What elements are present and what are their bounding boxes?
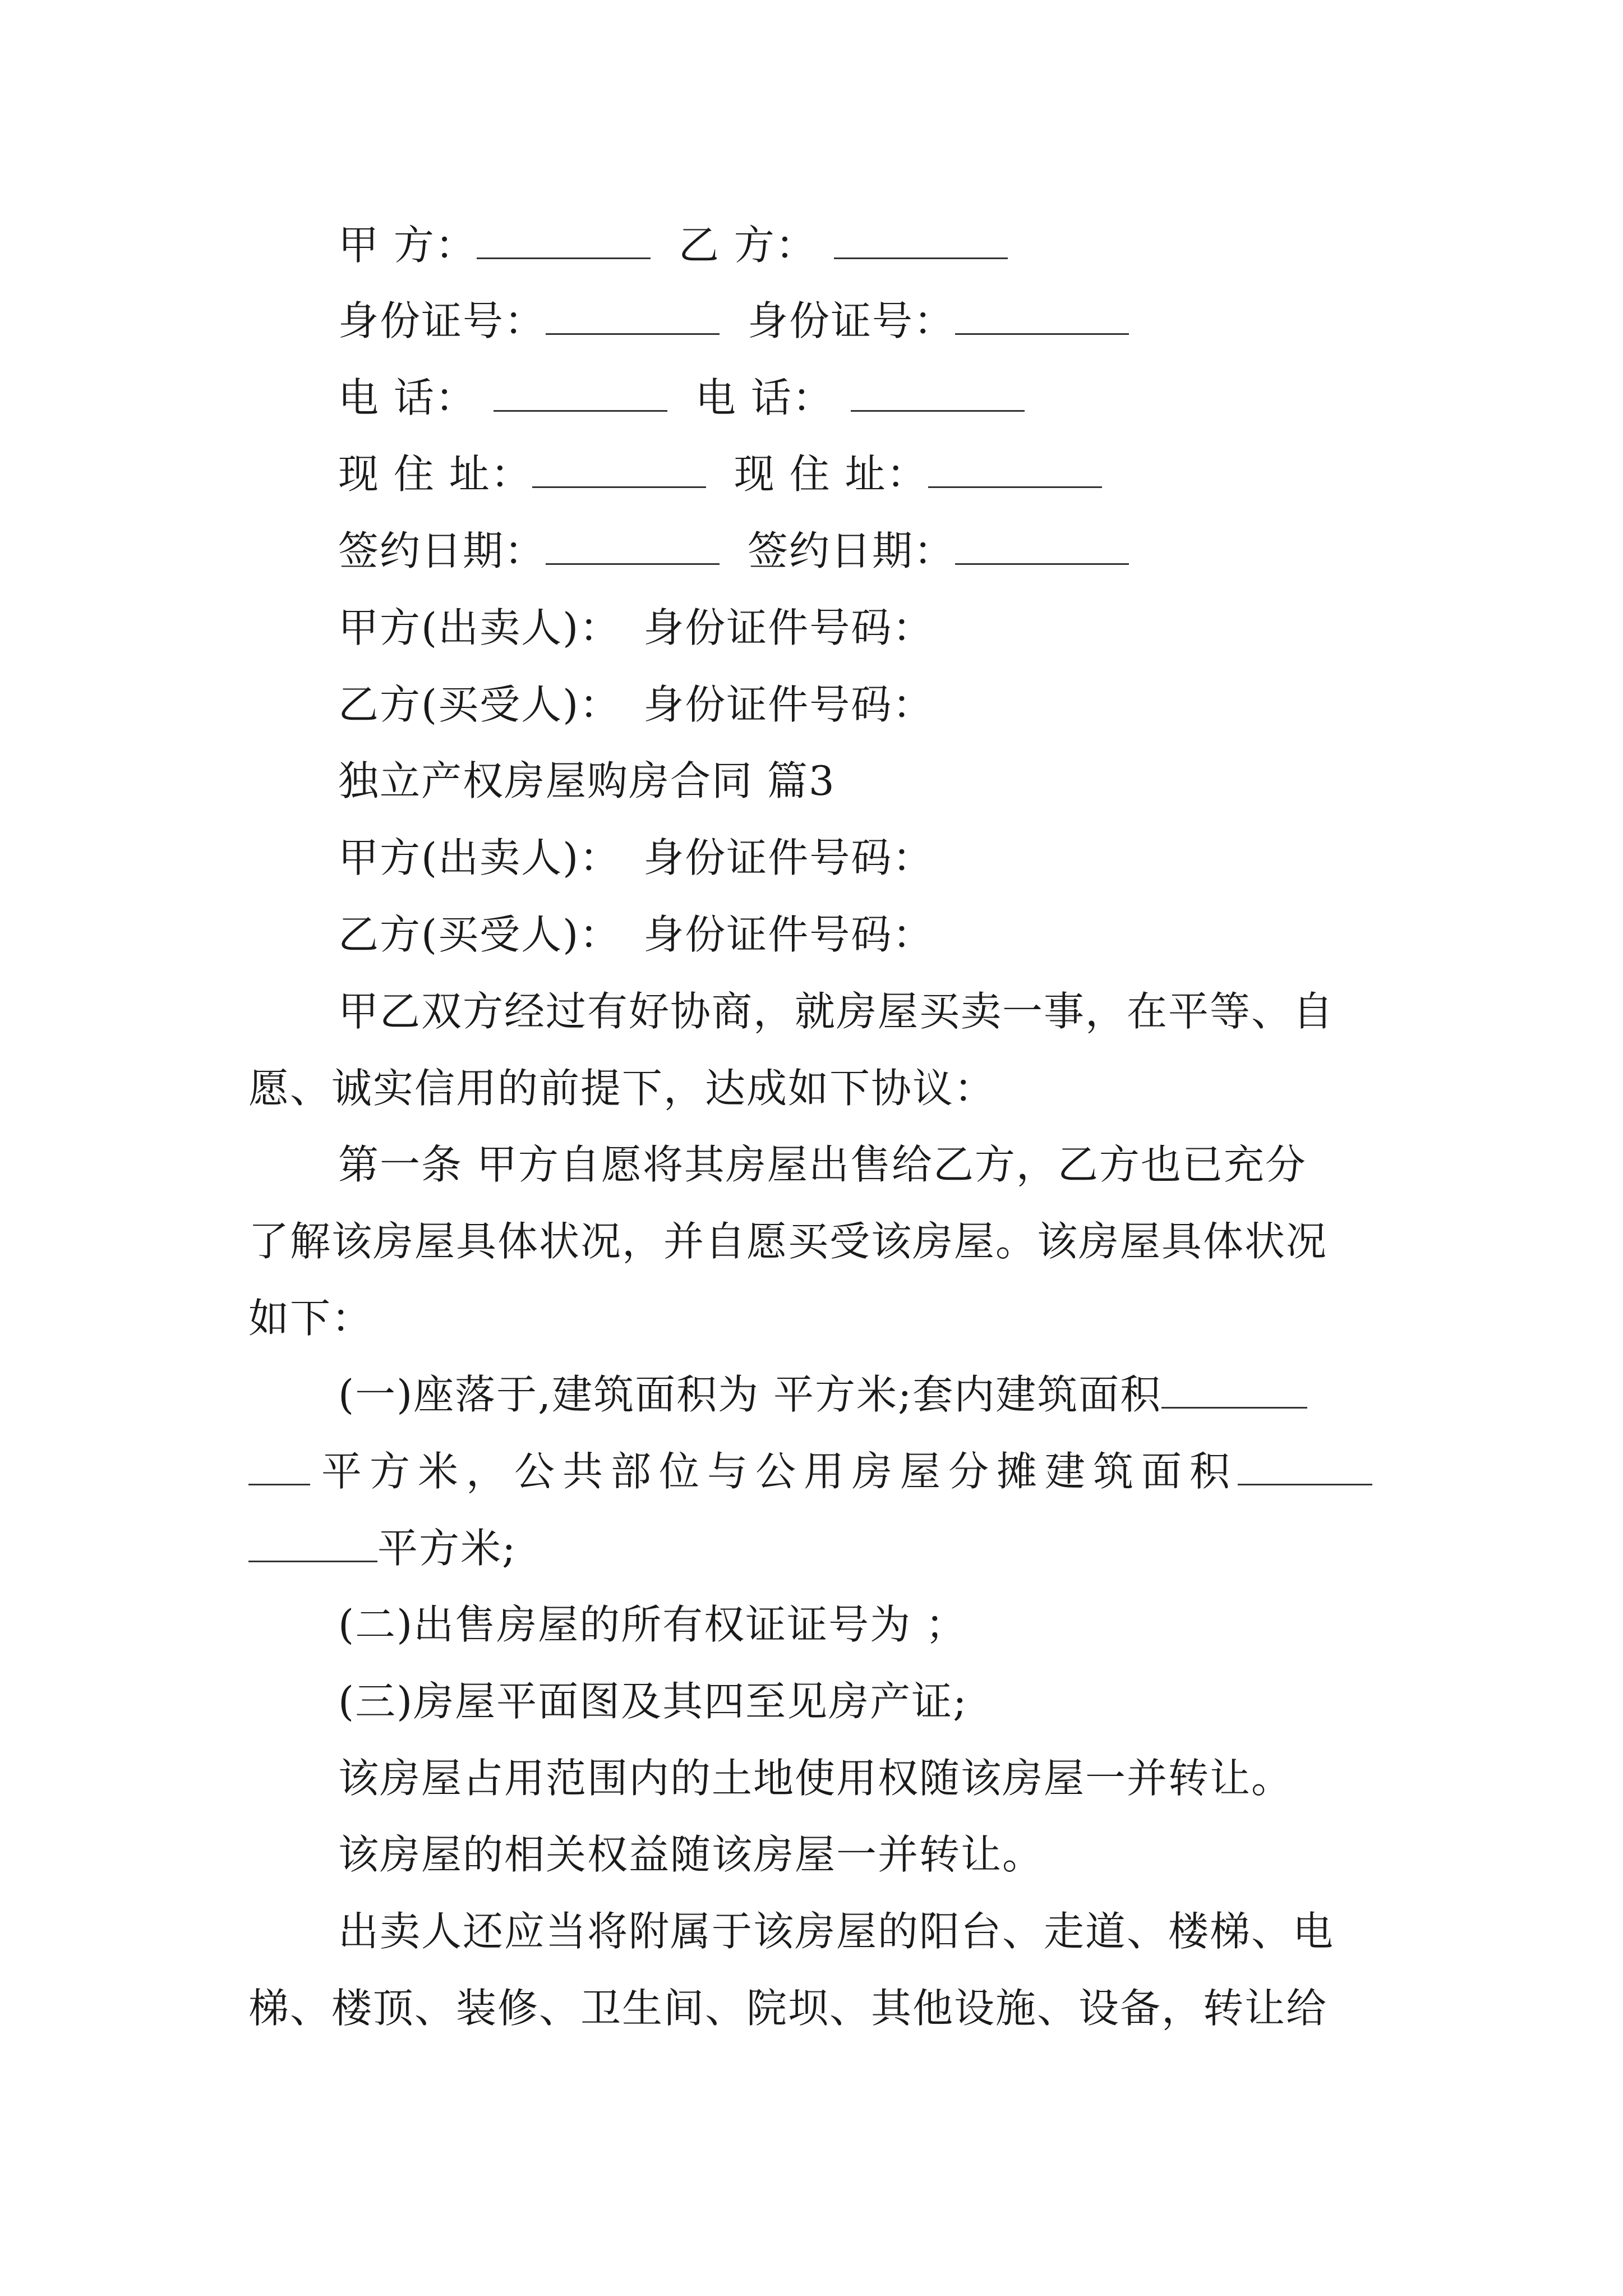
article1-line-1: 第一条 甲方自愿将其房屋出售给乙方，乙方也已充分 — [338, 1141, 1307, 1188]
id-b-blank — [955, 300, 1129, 335]
id-b-label: 身份证号： — [748, 297, 956, 344]
article1-line-2: 了解该房屋具体状况，并自愿买受该房屋。该房屋具体状况 — [248, 1218, 1328, 1265]
attachments-line-2: 梯、楼顶、装修、卫生间、院坝、其他设施、设备，转让给 — [248, 1985, 1328, 2032]
item1-line-1 — [338, 1369, 1307, 1420]
buyer-id-label-1: 身份证件号码： — [643, 681, 934, 728]
buyer-row-1 — [338, 679, 934, 730]
date-b-blank — [955, 530, 1129, 565]
address-b-label: 现 住 址： — [734, 450, 928, 498]
party-b-label: 乙 方： — [678, 222, 817, 269]
id-a-label: 身份证号： — [338, 297, 546, 344]
id-a-blank — [546, 300, 720, 335]
phone-b-label: 电 话： — [695, 374, 834, 421]
phone-b-blank — [851, 376, 1025, 412]
buyer-row-2 — [338, 909, 934, 960]
party-a-blank — [477, 224, 651, 259]
address-row — [338, 449, 1102, 499]
party-row — [338, 220, 1008, 270]
party-b-blank — [834, 224, 1008, 259]
related-rights-line: 该房屋的相关权益随该房屋一并转让。 — [338, 1831, 1044, 1878]
item1-blank-3 — [1238, 1450, 1372, 1485]
intro-line-1: 甲乙双方经过有好协商，就房屋买卖一事，在平等、自 — [338, 988, 1335, 1035]
seller-id-label-1: 身份证件号码： — [643, 604, 934, 651]
item1-line-3 — [248, 1523, 517, 1573]
buyer-id-label-2: 身份证件号码： — [643, 911, 934, 958]
party-a-label: 甲 方： — [338, 222, 477, 269]
item1-blank-1 — [1161, 1373, 1307, 1409]
date-row — [338, 526, 1129, 576]
attachments-line-1: 出卖人还应当将附属于该房屋的阳台、走道、楼梯、电 — [338, 1908, 1335, 1955]
address-b-blank — [928, 453, 1102, 488]
phone-a-blank — [494, 376, 667, 412]
item1-text-3: 平方米; — [377, 1525, 517, 1572]
item2-line: (二)出售房屋的所有权证证号为 ； — [338, 1601, 967, 1648]
item1-text-2: 平方米，公共部位与公用房屋分摊建筑面积 — [321, 1448, 1238, 1495]
seller-row-1 — [338, 602, 934, 653]
intro-line-2: 愿、诚实信用的前提下，达成如下协议： — [248, 1065, 996, 1112]
item1-blank-4 — [248, 1527, 377, 1562]
date-b-label: 签约日期： — [748, 527, 956, 574]
section-title: 独立产权房屋购房合同 篇3 — [338, 757, 836, 804]
date-a-label: 签约日期： — [338, 527, 546, 574]
address-a-blank — [532, 453, 706, 488]
id-row — [338, 296, 1129, 346]
buyer-label-1: 乙方(买受人)： — [338, 681, 621, 728]
buyer-label-2: 乙方(买受人)： — [338, 911, 621, 958]
phone-a-label: 电 话： — [338, 374, 477, 421]
seller-label-2: 甲方(出卖人)： — [338, 834, 621, 881]
item3-line: (三)房屋平面图及其四至见房产证; — [338, 1678, 968, 1725]
address-a-label: 现 住 址： — [338, 450, 532, 498]
land-rights-line: 该房屋占用范围内的土地使用权随该房屋一并转让。 — [338, 1755, 1293, 1802]
seller-id-label-2: 身份证件号码： — [643, 834, 934, 881]
item1-text-1: (一)座落于,建筑面积为 平方米;套内建筑面积 — [338, 1371, 1162, 1418]
date-a-blank — [546, 530, 720, 565]
item1-blank-2 — [248, 1450, 310, 1485]
phone-row — [338, 372, 1025, 423]
seller-row-2 — [338, 832, 934, 883]
seller-label-1: 甲方(出卖人)： — [338, 604, 621, 651]
item1-line-2 — [248, 1446, 1372, 1497]
article1-line-3: 如下： — [248, 1295, 374, 1342]
